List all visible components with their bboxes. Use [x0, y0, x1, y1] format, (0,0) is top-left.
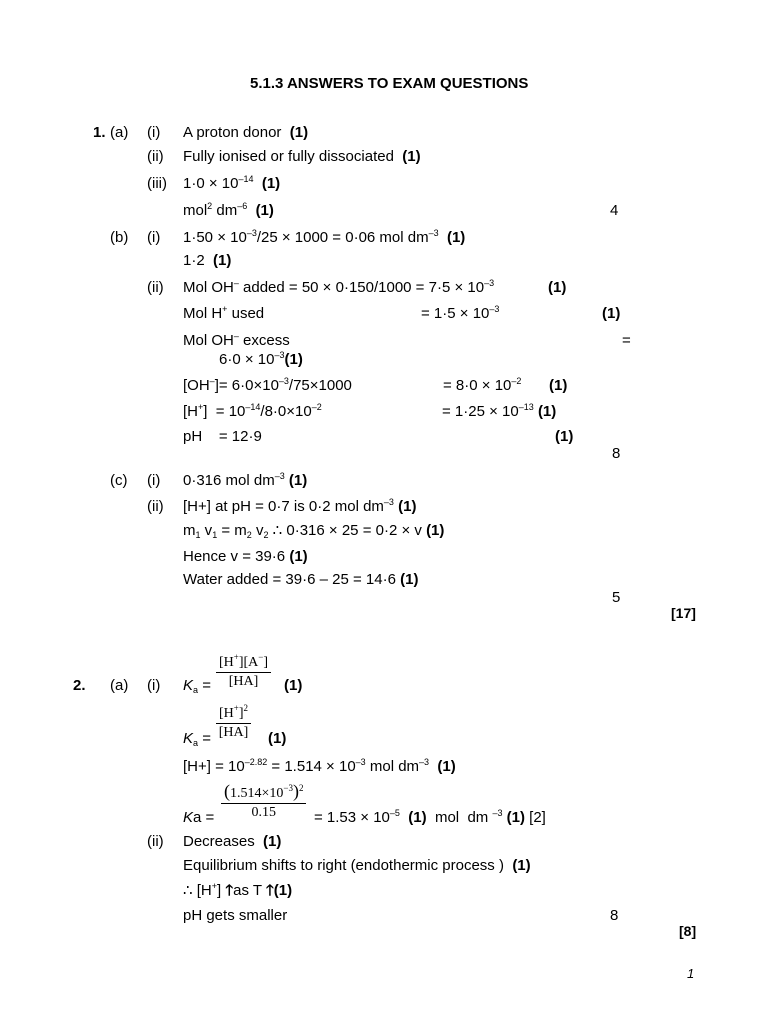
q1-b-ii-h-used: Mol H+ used — [183, 304, 265, 322]
q2-ka-lhs-3: Ka = — [183, 809, 215, 826]
q2-a-ii-label: (ii) — [147, 833, 164, 850]
q1-b-ii-mark1: (1) — [548, 279, 567, 296]
q2-ka-lhs-2: $K_a$ = — [183, 730, 211, 748]
arrow-up-icon: 🡑 — [265, 882, 274, 899]
q2-ka-fraction-1: $\frac{[H^+][A^-]}{[HA]}$ — [216, 655, 271, 690]
q2-ka-fraction-2: $\frac{[H^+]^2}{[HA]}$ — [216, 706, 251, 741]
q1-c-ii-answer: [H+] at pH = 0·7 is 0·2 mol $dm^{-3}$ (1) — [183, 497, 417, 515]
q1-c-total: 5 — [612, 589, 621, 606]
q1-a-i-label: (i) — [147, 124, 161, 141]
q1-b-i-label: (i) — [147, 229, 161, 246]
q1-a-label: (a) — [110, 124, 129, 141]
q1-b-ii-mark2: (1) — [602, 305, 621, 322]
q1-a-ii-label: (ii) — [147, 148, 164, 165]
q1-a-units: mol$^2$ $dm^{-6}$ (1) — [183, 201, 274, 219]
q2-eq-shift: Equilibrium shifts to right (endothermic process ) (1) — [183, 857, 531, 874]
q1-c-dilution: $m_1$ $v_1 = m_2$ $v_2$ ∴ 0·316 × 25 = 0·2 × v (1) — [183, 522, 445, 540]
q1-b-label: (b) — [110, 229, 129, 246]
q1-b-ph-mark: (1) — [555, 428, 574, 445]
q2-a-ii-answer: Decreases (1) — [183, 833, 282, 850]
q1-b-ii-oh-excess-value: $6\cdot 0 \times 10^{-3}(1)$ — [219, 350, 303, 368]
q1-b-oh-conc-value: = $8\cdot 0 \times 10^{-2}$ — [443, 376, 522, 394]
q2-number: 2. — [73, 677, 86, 694]
q1-b-h-conc-value: = $1\cdot 25 \times 10^{-13}$ (1) — [442, 402, 557, 420]
q1-total: [17] — [671, 605, 696, 621]
q1-b-oh-conc: $[OH^-]= 6\cdot 0\times 10^{-3}/75\times 1000$ — [183, 376, 352, 394]
q1-c-water: Water added = 39·6 – 25 = 14·6 (1) — [183, 571, 419, 588]
q1-b-h-conc: $[H^+] = 10^{-14}/8\cdot 0\times 10^{-2}$ — [183, 402, 322, 420]
q2-a-i-label: (i) — [147, 677, 161, 694]
q1-b-ii-h-used-value: = $1\cdot 5 \times 10^{-3}$ — [421, 304, 500, 322]
q2-ka-mark-1: (1) — [284, 677, 303, 694]
page-number: 1 — [687, 966, 695, 981]
q1-b-i-ph: 1·2 (1) — [183, 252, 232, 269]
q1-number: 1. — [93, 124, 106, 141]
q1-c-i-answer: 0·316 mol $dm^{-3}$ (1) — [183, 471, 308, 489]
q1-a-ii-answer: Fully ionised or fully dissociated (1) — [183, 148, 421, 165]
q1-c-label: (c) — [110, 472, 128, 489]
q1-b-ph: pH = 12·9 — [183, 428, 262, 445]
q1-b-ii-label: (ii) — [147, 279, 164, 296]
page-title: 5.1.3 ANSWERS TO EXAM QUESTIONS — [250, 75, 529, 92]
q2-ka-mark-2: (1) — [268, 730, 287, 747]
q1-b-i-answer: $1\cdot 50 \times 10^{-3}/25 \times 1000 = 0\cdot 06$ mol $dm^{-3}$ (1) — [183, 228, 466, 246]
q1-a-i-answer: A proton donor (1) — [183, 124, 309, 141]
q1-b-ii-oh-excess-eq: = — [622, 332, 631, 349]
arrow-up-icon: 🡑 — [225, 882, 234, 899]
q2-total: [8] — [679, 923, 697, 939]
q1-a-total: 4 — [610, 202, 619, 219]
q1-b-total: 8 — [612, 445, 621, 462]
q2-h-rise: ∴ [H+] 🡑as T 🡑(1) — [183, 881, 293, 899]
q1-b-ii-oh-added: Mol OH– added = $50 \times 0\cdot 150/1000 = 7\cdot 5 \times 10^{-3}$ — [183, 278, 495, 296]
q2-ka-lhs-1: $K_a$ = — [183, 677, 211, 695]
q2-h-conc: $[H+] = 10^{-2.82} = 1.514 \times 10^{-3}$ mol $dm^{-3}$ (1) — [183, 757, 456, 775]
q1-a-iii-answer: $1\cdot 0 \times 10^{-14}$ (1) — [183, 174, 281, 192]
q2-ka-result: = $1.53 \times 10^{-5}$ (1) mol dm $^{-3}$ (1) [2] — [314, 808, 546, 826]
q2-a-label: (a) — [110, 677, 129, 694]
q1-c-hence: Hence v = 39·6 (1) — [183, 548, 308, 565]
q2-ka-fraction-3: $\frac{(1.514\times 10^{-3})^2}{0.15}$ — [221, 783, 306, 821]
q1-c-ii-label: (ii) — [147, 498, 164, 515]
q1-b-ii-oh-excess: Mol OH– excess — [183, 331, 290, 349]
q2-total-marks: 8 — [610, 907, 619, 924]
q2-ph-smaller: pH gets smaller — [183, 907, 288, 924]
q1-c-i-label: (i) — [147, 472, 161, 489]
q1-a-iii-label: (iii) — [147, 175, 167, 192]
q1-b-oh-mark: (1) — [549, 377, 568, 394]
